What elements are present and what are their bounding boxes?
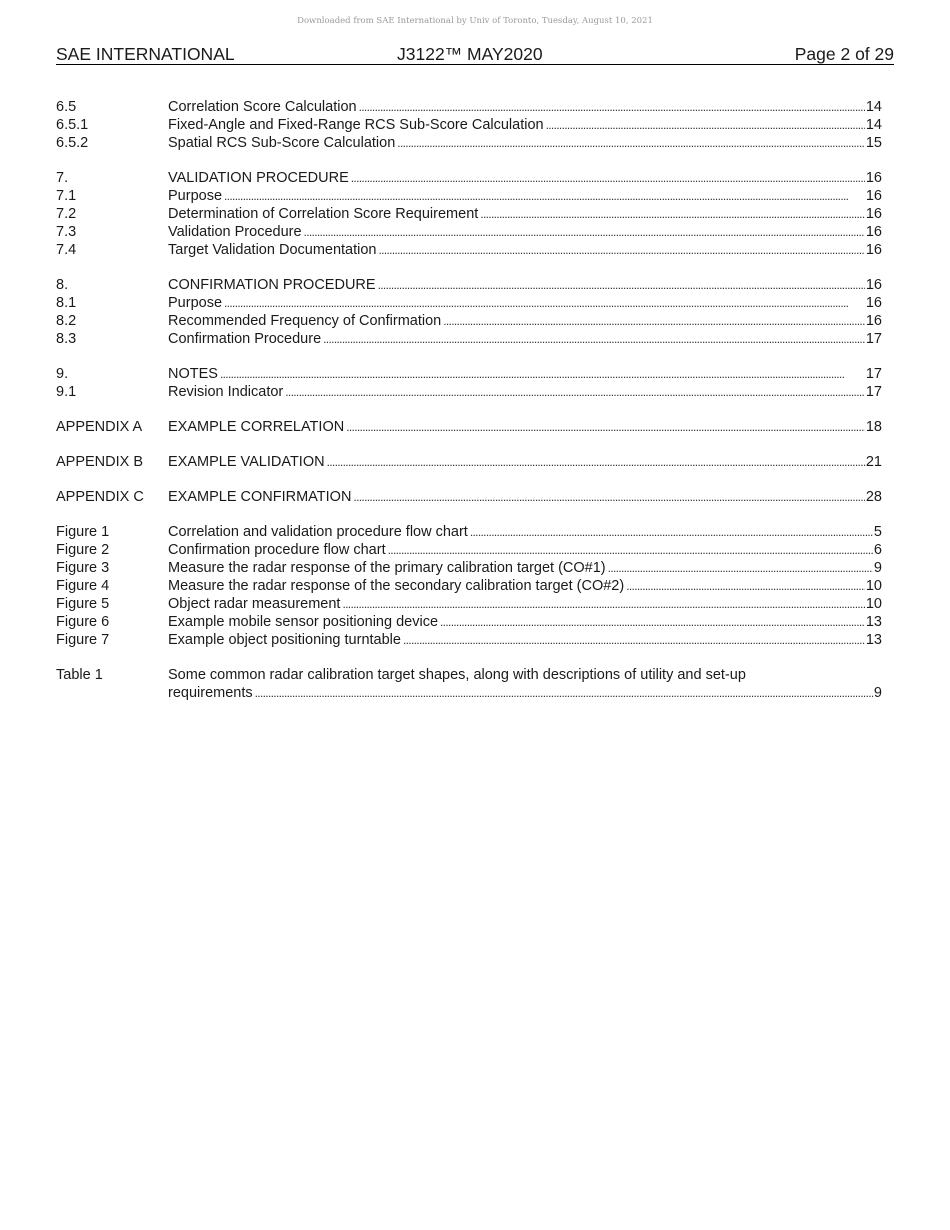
toc-entry-page: 10 bbox=[865, 578, 882, 594]
toc-entry-number: 6.5 bbox=[56, 99, 77, 115]
toc-entry-page: 6 bbox=[873, 542, 882, 558]
dot-leader bbox=[379, 241, 865, 259]
toc-group bbox=[56, 453, 882, 471]
toc-entry-body bbox=[168, 666, 882, 702]
toc-group bbox=[56, 666, 882, 702]
toc-entry[interactable] bbox=[56, 613, 882, 631]
toc-entry-number: Figure 1 bbox=[56, 524, 110, 540]
toc-entry[interactable] bbox=[56, 98, 882, 116]
toc-entry-number: Figure 4 bbox=[56, 578, 110, 594]
toc-entry-page: 16 bbox=[865, 242, 882, 258]
toc-entry-number: 7.3 bbox=[56, 224, 77, 240]
toc-entry-title: Validation Procedure bbox=[168, 224, 302, 240]
toc-entry-number: 7. bbox=[56, 170, 69, 186]
toc-entry-title-continued: requirements bbox=[168, 685, 253, 701]
toc-entry[interactable] bbox=[56, 383, 882, 401]
dot-leader bbox=[359, 98, 865, 116]
toc-entry-number: APPENDIX B bbox=[56, 454, 144, 470]
toc-entry-number: 8. bbox=[56, 277, 69, 293]
toc-entry-continuation bbox=[168, 684, 882, 702]
dot-leader bbox=[443, 312, 865, 330]
toc-entry-title: NOTES bbox=[168, 366, 218, 382]
toc-entry-number: 9. bbox=[56, 366, 69, 382]
toc-entry-page: 10 bbox=[865, 596, 882, 612]
toc-entry[interactable] bbox=[56, 559, 882, 577]
toc-entry-page: 5 bbox=[873, 524, 882, 540]
toc-entry-body bbox=[168, 559, 882, 577]
toc-entry[interactable] bbox=[56, 523, 882, 541]
toc-entry[interactable] bbox=[56, 453, 882, 471]
toc-entry-page: 15 bbox=[865, 135, 882, 151]
toc-entry-title: Determination of Correlation Score Requirement bbox=[168, 206, 479, 222]
toc-entry-number: 8.2 bbox=[56, 313, 77, 329]
toc-entry-number: APPENDIX C bbox=[56, 489, 144, 505]
toc-entry-title: Target Validation Documentation bbox=[168, 242, 377, 258]
toc-entry[interactable] bbox=[56, 418, 882, 436]
dot-leader bbox=[480, 205, 865, 223]
toc-entry-page: 9 bbox=[873, 560, 882, 576]
toc-group bbox=[56, 418, 882, 436]
toc-entry-page: 21 bbox=[865, 454, 882, 470]
document-id: J3122™ MAY2020 bbox=[397, 44, 543, 64]
toc-entry[interactable] bbox=[56, 294, 882, 312]
toc-entry-title: Correlation and validation procedure flow chart bbox=[168, 524, 468, 540]
toc-entry[interactable] bbox=[56, 577, 882, 595]
toc-entry-page: 13 bbox=[865, 632, 882, 648]
toc-group bbox=[56, 488, 882, 506]
toc-entry-title: Spatial RCS Sub-Score Calculation bbox=[168, 135, 396, 151]
toc-entry-title: Fixed-Angle and Fixed-Range RCS Sub-Score Calculation bbox=[168, 117, 544, 133]
toc-entry-page: 16 bbox=[865, 277, 882, 293]
toc-entry-page: 14 bbox=[865, 99, 882, 115]
toc-entry-body bbox=[168, 187, 882, 205]
toc-entry-number: Figure 5 bbox=[56, 596, 110, 612]
toc-entry-body bbox=[168, 169, 882, 187]
toc-entry-body bbox=[168, 523, 882, 541]
toc-entry-page: 17 bbox=[865, 331, 882, 347]
toc-entry-title: Object radar measurement bbox=[168, 596, 341, 612]
toc-entry[interactable] bbox=[56, 312, 882, 330]
dot-leader bbox=[403, 631, 865, 649]
toc-entry-title: Measure the radar response of the primary calibration target (CO#1) bbox=[168, 560, 606, 576]
toc-entry[interactable] bbox=[56, 134, 882, 152]
toc-entry[interactable] bbox=[56, 365, 882, 383]
toc-entry-body bbox=[168, 294, 882, 312]
toc-entry-body bbox=[168, 541, 882, 559]
toc-entry-page: 18 bbox=[865, 419, 882, 435]
toc-entry-title: Purpose bbox=[168, 295, 223, 311]
toc-entry-number: Figure 3 bbox=[56, 560, 110, 576]
toc-entry-number: 7.4 bbox=[56, 242, 77, 258]
toc-entry-number: 8.3 bbox=[56, 331, 77, 347]
toc-entry[interactable] bbox=[56, 223, 882, 241]
dot-leader bbox=[285, 383, 865, 401]
toc-entry-body bbox=[168, 116, 882, 134]
toc-group bbox=[56, 169, 882, 259]
toc-entry-page: 9 bbox=[873, 685, 882, 701]
dot-leader bbox=[397, 134, 865, 152]
dot-leader bbox=[351, 169, 865, 187]
toc-entry-number: Figure 7 bbox=[56, 632, 110, 648]
toc-entry-title: Correlation Score Calculation bbox=[168, 99, 357, 115]
toc-entry-body bbox=[168, 453, 882, 471]
toc-entry-number: APPENDIX A bbox=[56, 419, 143, 435]
toc-entry-body bbox=[168, 418, 882, 436]
toc-entry-title: Example mobile sensor positioning device bbox=[168, 614, 439, 630]
toc-entry-page: 16 bbox=[865, 206, 882, 222]
toc-entry-page: 16 bbox=[865, 224, 882, 240]
toc-entry-title: Some common radar calibration target shapes, along with descriptions of utility and set-up bbox=[168, 667, 746, 683]
toc-entry-body bbox=[168, 134, 882, 152]
toc-entry[interactable] bbox=[56, 276, 882, 294]
page-header bbox=[56, 44, 894, 65]
dot-leader bbox=[470, 523, 873, 541]
toc-entry-body bbox=[168, 241, 882, 259]
toc-group bbox=[56, 365, 882, 401]
dot-leader bbox=[224, 187, 865, 205]
toc-entry-body bbox=[168, 276, 882, 294]
table-of-contents bbox=[56, 98, 882, 719]
dot-leader bbox=[346, 418, 865, 436]
toc-entry-title: EXAMPLE CONFIRMATION bbox=[168, 489, 352, 505]
toc-entry-page: 16 bbox=[865, 188, 882, 204]
toc-entry[interactable] bbox=[56, 541, 882, 559]
toc-entry-title: CONFIRMATION PROCEDURE bbox=[168, 277, 376, 293]
toc-entry-body bbox=[168, 383, 882, 401]
toc-entry[interactable] bbox=[56, 595, 882, 613]
toc-entry-page: 16 bbox=[865, 313, 882, 329]
toc-entry-body bbox=[168, 312, 882, 330]
toc-entry-title: Measure the radar response of the secondary calibration target (CO#2) bbox=[168, 578, 625, 594]
toc-entry-title: Purpose bbox=[168, 188, 223, 204]
dot-leader bbox=[224, 294, 865, 312]
dot-leader bbox=[388, 541, 873, 559]
toc-entry-body bbox=[168, 613, 882, 631]
toc-entry[interactable] bbox=[56, 187, 882, 205]
toc-entry-number: 6.5.2 bbox=[56, 135, 89, 151]
toc-entry[interactable] bbox=[56, 205, 882, 223]
toc-entry-page: 17 bbox=[865, 384, 882, 400]
toc-entry-body bbox=[168, 595, 882, 613]
toc-entry-number: Figure 2 bbox=[56, 542, 110, 558]
toc-entry-title: EXAMPLE CORRELATION bbox=[168, 419, 345, 435]
toc-entry-title: Example object positioning turntable bbox=[168, 632, 401, 648]
toc-entry-body bbox=[168, 205, 882, 223]
toc-entry-number: 7.1 bbox=[56, 188, 77, 204]
toc-entry-body bbox=[168, 631, 882, 649]
toc-entry-body bbox=[168, 223, 882, 241]
dot-leader bbox=[327, 453, 865, 471]
toc-entry-page: 16 bbox=[865, 170, 882, 186]
toc-entry-number: Table 1 bbox=[56, 667, 103, 683]
dot-leader bbox=[220, 365, 865, 383]
toc-entry-body bbox=[168, 365, 882, 383]
toc-entry-title: Revision Indicator bbox=[168, 384, 284, 400]
toc-entry-title: VALIDATION PROCEDURE bbox=[168, 170, 349, 186]
toc-entry-number: 6.5.1 bbox=[56, 117, 89, 133]
dot-leader bbox=[608, 559, 873, 577]
page-number: Page 2 of 29 bbox=[794, 44, 894, 64]
dot-leader bbox=[323, 330, 865, 348]
toc-entry-body bbox=[168, 488, 882, 506]
toc-entry-number: Figure 6 bbox=[56, 614, 110, 630]
dot-leader bbox=[255, 684, 873, 702]
toc-entry-number: 7.2 bbox=[56, 206, 77, 222]
dot-leader bbox=[440, 613, 865, 631]
toc-entry[interactable] bbox=[56, 116, 882, 134]
toc-entry-title: EXAMPLE VALIDATION bbox=[168, 454, 325, 470]
toc-entry[interactable] bbox=[56, 330, 882, 348]
toc-entry[interactable] bbox=[56, 488, 882, 506]
toc-entry-number: 9.1 bbox=[56, 384, 77, 400]
toc-entry[interactable] bbox=[56, 169, 882, 187]
dot-leader bbox=[546, 116, 865, 134]
dot-leader bbox=[342, 595, 864, 613]
dot-leader bbox=[353, 488, 864, 506]
toc-entry-number: 8.1 bbox=[56, 295, 77, 311]
toc-entry[interactable] bbox=[56, 631, 882, 649]
toc-entry-page: 17 bbox=[865, 366, 882, 382]
toc-group bbox=[56, 276, 882, 348]
toc-entry-title: Confirmation Procedure bbox=[168, 331, 322, 347]
toc-entry[interactable] bbox=[56, 241, 882, 259]
toc-entry[interactable] bbox=[56, 666, 882, 702]
toc-entry-page: 28 bbox=[865, 489, 882, 505]
toc-entry-page: 16 bbox=[865, 295, 882, 311]
toc-group bbox=[56, 523, 882, 649]
publisher-name: SAE INTERNATIONAL bbox=[56, 44, 235, 64]
toc-entry-body bbox=[168, 98, 882, 116]
dot-leader bbox=[304, 223, 865, 241]
toc-entry-title: Recommended Frequency of Confirmation bbox=[168, 313, 442, 329]
toc-group bbox=[56, 98, 882, 152]
toc-entry-page: 13 bbox=[865, 614, 882, 630]
dot-leader bbox=[626, 577, 865, 595]
toc-entry-page: 14 bbox=[865, 117, 882, 133]
dot-leader bbox=[378, 276, 865, 294]
toc-entry-title: Confirmation procedure flow chart bbox=[168, 542, 386, 558]
download-watermark: Downloaded from SAE International by Univ of Toronto, Tuesday, August 10, 2021 bbox=[297, 16, 653, 26]
toc-entry-body bbox=[168, 330, 882, 348]
toc-entry-body bbox=[168, 577, 882, 595]
